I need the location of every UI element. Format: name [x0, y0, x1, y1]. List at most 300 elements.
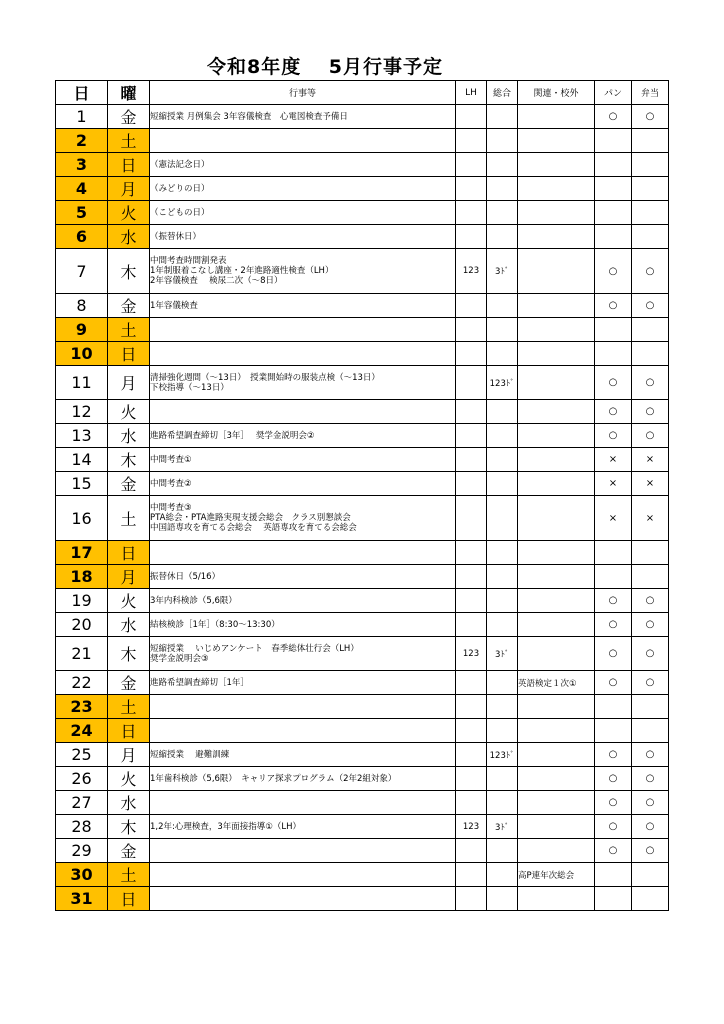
events-cell — [150, 448, 456, 472]
table-row — [56, 637, 669, 671]
weekday-cell: 金 — [108, 105, 150, 129]
kanren-cell — [518, 294, 595, 318]
events-cell — [150, 767, 456, 791]
weekday-cell: 木 — [108, 249, 150, 294]
sogo-cell — [487, 496, 518, 541]
events-cell — [150, 225, 456, 249]
lh-cell — [456, 541, 487, 565]
table-row — [56, 541, 669, 565]
lh-cell — [456, 743, 487, 767]
pan-cell: ○ — [595, 637, 632, 671]
bento-cell: × — [632, 496, 669, 541]
bento-cell: × — [632, 448, 669, 472]
weekday-cell: 木 — [108, 637, 150, 671]
event-line: 1年制服着こなし講座・2年進路適性検査（LH） — [150, 266, 334, 276]
events-cell — [150, 565, 456, 589]
event-line: 3年内科検診（5,6限） — [150, 595, 237, 606]
kanren-cell — [518, 637, 595, 671]
lh-cell: 123 — [456, 637, 487, 671]
day-cell: 30 — [56, 863, 108, 887]
bento-cell — [632, 153, 669, 177]
day-cell: 14 — [56, 448, 108, 472]
bento-cell — [632, 318, 669, 342]
sogo-cell — [487, 294, 518, 318]
kanren-cell — [518, 767, 595, 791]
sogo-cell — [487, 767, 518, 791]
schedule-table — [55, 80, 669, 911]
bento-cell — [632, 129, 669, 153]
day-cell: 22 — [56, 671, 108, 695]
weekday-cell: 火 — [108, 589, 150, 613]
events-cell — [150, 424, 456, 448]
table-row — [56, 613, 669, 637]
events-cell — [150, 129, 456, 153]
events-cell — [150, 839, 456, 863]
bento-cell — [632, 565, 669, 589]
table-row — [56, 743, 669, 767]
pan-cell: ○ — [595, 366, 632, 400]
day-cell: 23 — [56, 695, 108, 719]
events-cell — [150, 249, 456, 294]
kanren-cell — [518, 496, 595, 541]
table-row — [56, 177, 669, 201]
pan-cell — [595, 225, 632, 249]
events-cell — [150, 695, 456, 719]
day-cell: 4 — [56, 177, 108, 201]
lh-cell — [456, 589, 487, 613]
event-line: 中間考査時間割発表 — [150, 256, 227, 266]
day-cell: 25 — [56, 743, 108, 767]
pan-cell — [595, 565, 632, 589]
weekday-cell: 水 — [108, 791, 150, 815]
lh-cell — [456, 565, 487, 589]
weekday-cell: 日 — [108, 719, 150, 743]
day-cell: 21 — [56, 637, 108, 671]
sogo-cell — [487, 342, 518, 366]
bento-cell: ○ — [632, 839, 669, 863]
events-cell — [150, 472, 456, 496]
bento-cell — [632, 225, 669, 249]
event-line: 中国語専攻を育てる会総会 英語専攻を育てる会総会 — [150, 523, 357, 533]
pan-cell: ○ — [595, 815, 632, 839]
header-kanren: 関連・校外 — [518, 81, 595, 105]
events-cell — [150, 613, 456, 637]
lh-cell — [456, 366, 487, 400]
weekday-cell: 日 — [108, 541, 150, 565]
lh-cell — [456, 887, 487, 911]
event-line: 1年容儀検査 — [150, 300, 198, 311]
day-cell: 20 — [56, 613, 108, 637]
lh-cell — [456, 318, 487, 342]
day-cell: 27 — [56, 791, 108, 815]
pan-cell — [595, 719, 632, 743]
sogo-cell: 3ﾄﾞ — [487, 249, 518, 294]
table-row — [56, 496, 669, 541]
weekday-cell: 金 — [108, 839, 150, 863]
events-cell — [150, 294, 456, 318]
pan-cell: ○ — [595, 613, 632, 637]
events-cell — [150, 366, 456, 400]
event-line: 奨学金説明会③ — [150, 653, 209, 664]
table-row — [56, 318, 669, 342]
lh-cell — [456, 129, 487, 153]
event-line: 中間考査① — [150, 454, 192, 465]
day-cell: 5 — [56, 201, 108, 225]
sogo-cell — [487, 613, 518, 637]
lh-cell: 123 — [456, 815, 487, 839]
event-line: （振替休日） — [150, 231, 202, 242]
table-row — [56, 153, 669, 177]
lh-cell — [456, 671, 487, 695]
day-cell: 2 — [56, 129, 108, 153]
bento-cell: ○ — [632, 671, 669, 695]
events-cell — [150, 863, 456, 887]
table-row — [56, 342, 669, 366]
weekday-cell: 水 — [108, 613, 150, 637]
sogo-cell — [487, 541, 518, 565]
event-line: 下校指導（～13日） — [150, 382, 229, 393]
bento-cell: ○ — [632, 791, 669, 815]
day-cell: 8 — [56, 294, 108, 318]
table-row — [56, 565, 669, 589]
table-row — [56, 472, 669, 496]
bento-cell: ○ — [632, 743, 669, 767]
kanren-cell — [518, 249, 595, 294]
pan-cell: ○ — [595, 105, 632, 129]
event-line: 進路希望調査締切［1年］ — [150, 677, 249, 688]
events-cell — [150, 887, 456, 911]
kanren-cell — [518, 743, 595, 767]
events-cell — [150, 105, 456, 129]
pan-cell: ○ — [595, 839, 632, 863]
event-line: PTA総会・PTA進路実現支援会総会 クラス別懇談会 — [150, 513, 351, 523]
pan-cell — [595, 153, 632, 177]
bento-cell — [632, 695, 669, 719]
day-cell: 28 — [56, 815, 108, 839]
kanren-cell — [518, 839, 595, 863]
bento-cell — [632, 863, 669, 887]
bento-cell: ○ — [632, 366, 669, 400]
day-cell: 24 — [56, 719, 108, 743]
lh-cell — [456, 153, 487, 177]
weekday-cell: 日 — [108, 887, 150, 911]
kanren-cell — [518, 719, 595, 743]
kanren-cell — [518, 613, 595, 637]
sogo-cell — [487, 201, 518, 225]
bento-cell — [632, 719, 669, 743]
weekday-cell: 日 — [108, 153, 150, 177]
kanren-cell — [518, 541, 595, 565]
weekday-cell: 木 — [108, 815, 150, 839]
sogo-cell: 123ﾄﾞ — [487, 743, 518, 767]
weekday-cell: 月 — [108, 565, 150, 589]
events-cell — [150, 589, 456, 613]
bento-cell — [632, 177, 669, 201]
table-row — [56, 366, 669, 400]
bento-cell: ○ — [632, 613, 669, 637]
sogo-cell — [487, 318, 518, 342]
lh-cell: 123 — [456, 249, 487, 294]
day-cell: 29 — [56, 839, 108, 863]
event-line: 短縮授業 いじめアンケート 春季総体壮行会（LH） — [150, 643, 359, 654]
sogo-cell — [487, 129, 518, 153]
sogo-cell — [487, 887, 518, 911]
kanren-cell — [518, 225, 595, 249]
weekday-cell: 金 — [108, 671, 150, 695]
header-lh: LH — [456, 81, 487, 105]
pan-cell: ○ — [595, 743, 632, 767]
lh-cell — [456, 695, 487, 719]
day-cell: 19 — [56, 589, 108, 613]
sogo-cell: 3ﾄﾞ — [487, 815, 518, 839]
header-bento: 弁当 — [632, 81, 669, 105]
table-row — [56, 863, 669, 887]
day-cell: 7 — [56, 249, 108, 294]
kanren-cell — [518, 887, 595, 911]
bento-cell — [632, 342, 669, 366]
bento-cell: ○ — [632, 815, 669, 839]
kanren-cell — [518, 366, 595, 400]
event-line: 短縮授業 避難訓練 — [150, 749, 230, 760]
bento-cell: ○ — [632, 637, 669, 671]
pan-cell — [595, 342, 632, 366]
weekday-cell: 金 — [108, 294, 150, 318]
sogo-cell — [487, 177, 518, 201]
kanren-cell — [518, 565, 595, 589]
table-row — [56, 767, 669, 791]
pan-cell — [595, 318, 632, 342]
weekday-cell: 土 — [108, 496, 150, 541]
events-cell — [150, 719, 456, 743]
events-cell — [150, 743, 456, 767]
header-pan: パン — [595, 81, 632, 105]
pan-cell: ○ — [595, 249, 632, 294]
day-cell: 11 — [56, 366, 108, 400]
day-cell: 9 — [56, 318, 108, 342]
kanren-cell — [518, 791, 595, 815]
kanren-cell: 英語検定１次① — [518, 671, 595, 695]
bento-cell: ○ — [632, 105, 669, 129]
pan-cell: ○ — [595, 791, 632, 815]
day-cell: 31 — [56, 887, 108, 911]
events-cell — [150, 201, 456, 225]
weekday-cell: 月 — [108, 743, 150, 767]
event-line: 短縮授業 月例集会 3年容儀検査 心電図検査予備日 — [150, 111, 348, 122]
event-line: 中間考査② — [150, 478, 192, 489]
bento-cell: × — [632, 472, 669, 496]
pan-cell: ○ — [595, 671, 632, 695]
table-row — [56, 671, 669, 695]
event-line: 2年容儀検査 検尿二次（～8日） — [150, 276, 283, 286]
bento-cell: ○ — [632, 294, 669, 318]
sogo-cell — [487, 671, 518, 695]
event-line: 結核検診［1年］（8:30～13:30） — [150, 619, 280, 630]
kanren-cell — [518, 424, 595, 448]
day-cell: 17 — [56, 541, 108, 565]
weekday-cell: 月 — [108, 366, 150, 400]
sogo-cell — [487, 719, 518, 743]
sogo-cell — [487, 839, 518, 863]
pan-cell — [595, 177, 632, 201]
bento-cell: ○ — [632, 424, 669, 448]
weekday-cell: 火 — [108, 201, 150, 225]
lh-cell — [456, 201, 487, 225]
events-cell — [150, 400, 456, 424]
events-cell — [150, 318, 456, 342]
day-cell: 16 — [56, 496, 108, 541]
table-row — [56, 129, 669, 153]
event-line: 振替休日（5/16） — [150, 571, 221, 582]
bento-cell: ○ — [632, 589, 669, 613]
lh-cell — [456, 863, 487, 887]
events-cell — [150, 637, 456, 671]
weekday-cell: 木 — [108, 448, 150, 472]
events-cell — [150, 177, 456, 201]
lh-cell — [456, 225, 487, 249]
kanren-cell — [518, 201, 595, 225]
lh-cell — [456, 472, 487, 496]
kanren-cell — [518, 448, 595, 472]
kanren-cell — [518, 342, 595, 366]
event-line: 1年歯科検診（5,6限） キャリア探求プログラム（2年2組対象） — [150, 773, 397, 784]
events-cell — [150, 815, 456, 839]
lh-cell — [456, 177, 487, 201]
kanren-cell — [518, 105, 595, 129]
weekday-cell: 月 — [108, 177, 150, 201]
pan-cell — [595, 201, 632, 225]
table-row — [56, 448, 669, 472]
bento-cell: ○ — [632, 249, 669, 294]
kanren-cell: 高P連年次総会 — [518, 863, 595, 887]
events-cell — [150, 496, 456, 541]
events-cell — [150, 791, 456, 815]
day-cell: 1 — [56, 105, 108, 129]
sogo-cell — [487, 863, 518, 887]
sogo-cell — [487, 424, 518, 448]
pan-cell: ○ — [595, 294, 632, 318]
weekday-cell: 火 — [108, 767, 150, 791]
event-line: 中間考査③ — [150, 503, 192, 513]
pan-cell: ○ — [595, 424, 632, 448]
bento-cell — [632, 887, 669, 911]
event-line: 進路希望調査締切［3年］ 奨学金説明会② — [150, 430, 315, 441]
table-row — [56, 294, 669, 318]
event-line: （こどもの日） — [150, 207, 210, 218]
bento-cell: ○ — [632, 400, 669, 424]
weekday-cell: 水 — [108, 225, 150, 249]
pan-cell — [595, 129, 632, 153]
kanren-cell — [518, 129, 595, 153]
lh-cell — [456, 400, 487, 424]
lh-cell — [456, 342, 487, 366]
pan-cell: ○ — [595, 767, 632, 791]
table-row — [56, 589, 669, 613]
sogo-cell — [487, 400, 518, 424]
header-events: 行事等 — [150, 81, 456, 105]
weekday-cell: 土 — [108, 318, 150, 342]
table-row — [56, 201, 669, 225]
lh-cell — [456, 448, 487, 472]
sogo-cell — [487, 472, 518, 496]
table-row — [56, 225, 669, 249]
kanren-cell — [518, 695, 595, 719]
lh-cell — [456, 767, 487, 791]
pan-cell — [595, 541, 632, 565]
lh-cell — [456, 424, 487, 448]
day-cell: 6 — [56, 225, 108, 249]
sogo-cell: 3ﾄﾞ — [487, 637, 518, 671]
kanren-cell — [518, 472, 595, 496]
events-cell — [150, 671, 456, 695]
events-cell — [150, 541, 456, 565]
events-cell — [150, 153, 456, 177]
sogo-cell: 123ﾄﾞ — [487, 366, 518, 400]
table-row — [56, 249, 669, 294]
kanren-cell — [518, 177, 595, 201]
pan-cell — [595, 863, 632, 887]
pan-cell: ○ — [595, 589, 632, 613]
day-cell: 15 — [56, 472, 108, 496]
sogo-cell — [487, 105, 518, 129]
kanren-cell — [518, 153, 595, 177]
kanren-cell — [518, 400, 595, 424]
header-sogo: 総合 — [487, 81, 518, 105]
schedule-body — [56, 105, 669, 911]
pan-cell — [595, 887, 632, 911]
kanren-cell — [518, 589, 595, 613]
header-day: 日 — [56, 81, 108, 105]
lh-cell — [456, 839, 487, 863]
table-row — [56, 815, 669, 839]
weekday-cell: 土 — [108, 863, 150, 887]
lh-cell — [456, 791, 487, 815]
sogo-cell — [487, 225, 518, 249]
pan-cell: × — [595, 472, 632, 496]
event-line: 1,2年:心理検査，3年面接指導①（LH） — [150, 821, 302, 832]
sogo-cell — [487, 589, 518, 613]
table-row — [56, 839, 669, 863]
sogo-cell — [487, 153, 518, 177]
lh-cell — [456, 719, 487, 743]
bento-cell — [632, 541, 669, 565]
sogo-cell — [487, 695, 518, 719]
table-row — [56, 400, 669, 424]
table-row — [56, 695, 669, 719]
table-row — [56, 887, 669, 911]
day-cell: 18 — [56, 565, 108, 589]
header-row — [56, 81, 669, 105]
events-cell — [150, 342, 456, 366]
sogo-cell — [487, 565, 518, 589]
lh-cell — [456, 496, 487, 541]
weekday-cell: 土 — [108, 129, 150, 153]
sogo-cell — [487, 791, 518, 815]
pan-cell: ○ — [595, 400, 632, 424]
lh-cell — [456, 613, 487, 637]
day-cell: 12 — [56, 400, 108, 424]
table-row — [56, 424, 669, 448]
event-line: （みどりの日） — [150, 183, 210, 194]
kanren-cell — [518, 815, 595, 839]
page-title: 令和8年度 5月行事予定 — [206, 56, 444, 78]
table-row — [56, 105, 669, 129]
weekday-cell: 水 — [108, 424, 150, 448]
header-weekday: 曜 — [108, 81, 150, 105]
lh-cell — [456, 105, 487, 129]
day-cell: 13 — [56, 424, 108, 448]
day-cell: 3 — [56, 153, 108, 177]
weekday-cell: 日 — [108, 342, 150, 366]
